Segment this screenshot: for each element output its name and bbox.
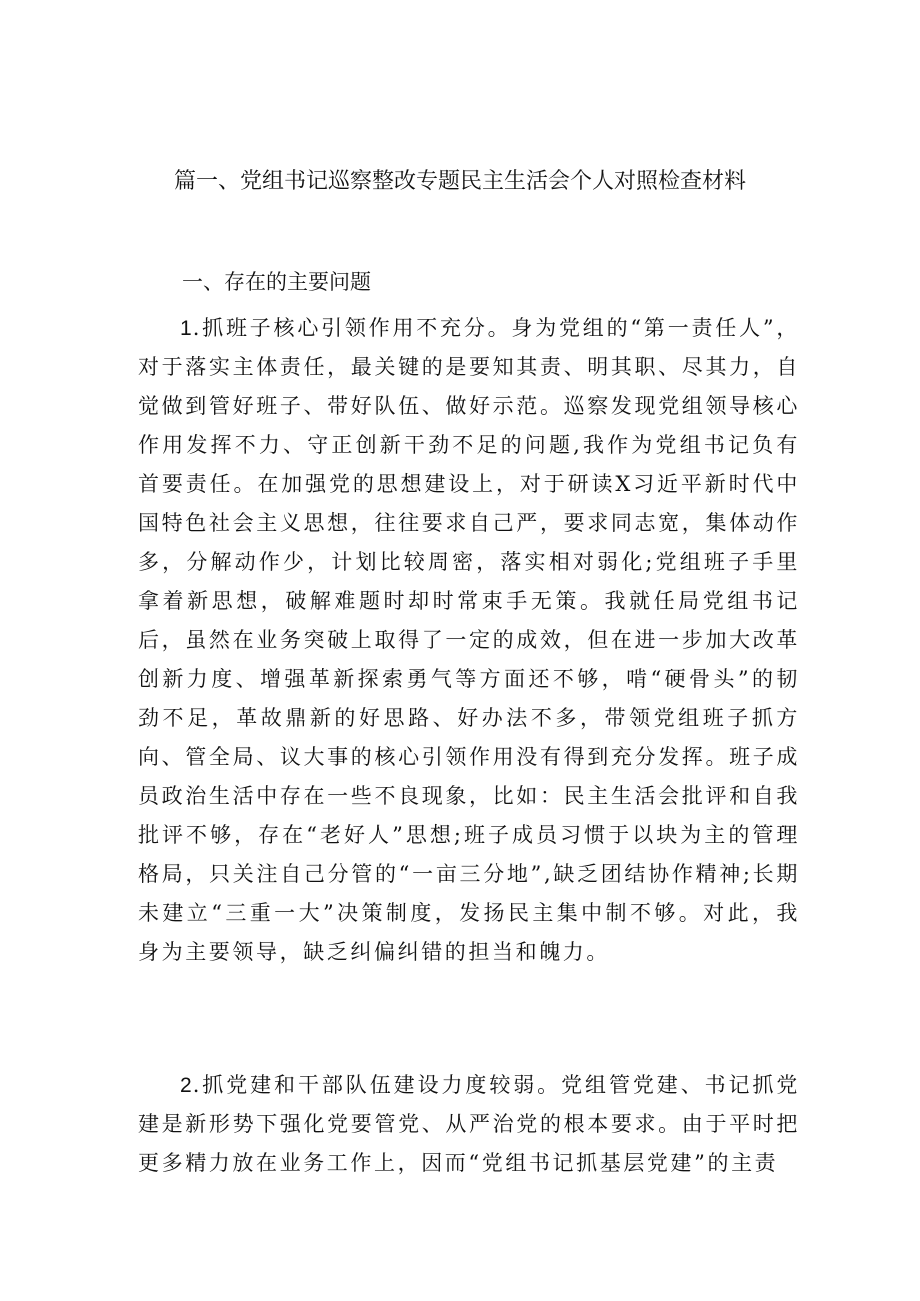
document-title: 篇一、党组书记巡察整改专题民主生活会个人对照检查材料 (173, 169, 746, 194)
paragraph-number: 1 (180, 317, 193, 340)
paragraph-text: .抓班子核心引领作用不充分。身为党组的“第一责任人”，对于落实主体责任，最关键的是要知其责、明其职、尽其力，自觉做到管好班子、带好队伍、做好示范。巡察发现党组领导核心作用发挥不力、守正创新干劲不足的问题,我作为党组书记负有首要责任。在加强党的思想建设上，对于研读X习近平新时代中国特色社会主义思想，往往要求自己严，要求同志宽，集体动作多，分解动作少，计划比较周密，落实相对弱化;党组班子手里拿着新思想，破解难题时却时常束手无策。我就任局党组书记后，虽然在业务突破上取得了一定的成效，但在进一步加大改革创新力度、增强革新探索勇气等方面还不够，啃“硬骨头”的韧劲不足，革故鼎新的好思路、好办法不多，带领党组班子抓方向、管全局、议大事的核心引领作用没有得到充分发挥。班子成员政治生活中存在一些不良现象，比如：民主生活会批评和自我批评不够，存在“老好人”思想;班子成员习惯于以块为主的管理格局，只关注自己分管的“一亩三分地”,缺乏团结协作精神;长期未建立“三重一大”决策制度，发扬民主集中制不够。对此，我身为主要领导，缺乏纠偏纠错的担当和魄力。 (138, 316, 800, 964)
section-heading: 一、存在的主要问题 (182, 270, 371, 294)
paragraph-2 (138, 1066, 800, 1183)
paragraph-1 (138, 309, 800, 972)
paragraph-text: .抓党建和干部队伍建设力度较弱。党组管党建、书记抓党建是新形势下强化党要管党、从严治党的根本要求。由于平时把更多精力放在业务工作上，因而“党组书记抓基层党建”的主责 (138, 1073, 800, 1175)
paragraph-number: 2 (180, 1074, 193, 1097)
